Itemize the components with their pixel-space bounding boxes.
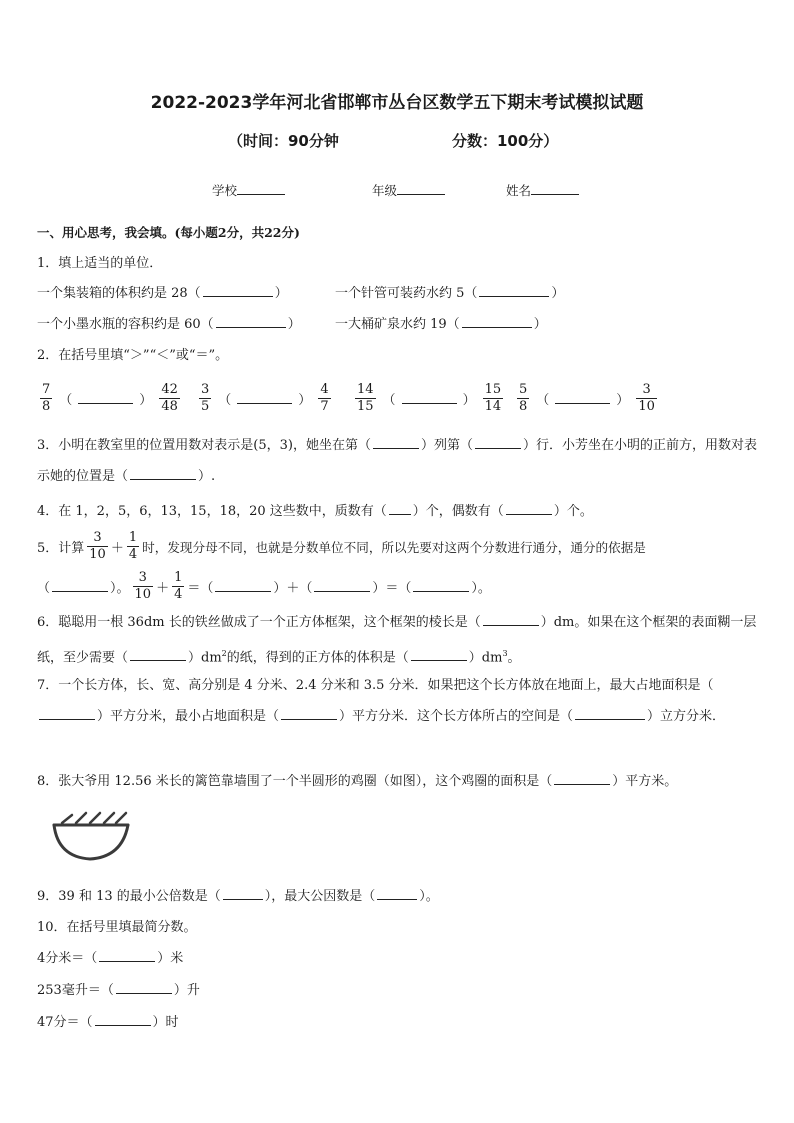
question-8: 8．张大爷用 12.56 米长的篱笆靠墙围了一个半圆形的鸡圈（如图），这个鸡圈的面积是（ ）平方米。 — [37, 774, 678, 789]
fraction: $\frac{5}{8}$ — [519, 381, 528, 414]
compare-blank-1[interactable] — [78, 392, 133, 404]
fraction: $\frac{42}{48}$ — [161, 381, 178, 414]
fraction: $\frac{3}{10}$ — [638, 381, 655, 414]
q4-blank-1[interactable] — [389, 503, 411, 515]
grade-label: 年级 — [372, 183, 398, 198]
q10-item-2: 253毫升＝（ ）升 — [37, 983, 200, 998]
school-label: 学校 — [212, 183, 238, 198]
grade-field[interactable] — [372, 181, 445, 199]
question-5-cont: （ ）。 $\frac{3}{10}$ ＋ $\frac{1}{4}$ ＝（ ）＋（ ）＝（ ）。 — [37, 569, 491, 602]
q8-blank-1[interactable] — [554, 773, 610, 785]
q1-heading: 1．填上适当的单位． — [37, 256, 163, 271]
q6-blank-1[interactable] — [483, 614, 539, 626]
section-heading: 一、用心思考，我会填。(每小题2分，共22分) — [37, 225, 300, 240]
compare-blank-4[interactable] — [555, 392, 610, 404]
compare-item-3: $\frac{14}{15}$ （ ） $\frac{15}{14}$ — [357, 381, 502, 414]
q1-blank-2[interactable] — [479, 285, 549, 297]
question-9: 9．39 和 13 的最小公倍数是（ ），最大公因数是（ ）。 — [37, 889, 439, 904]
q2-heading: 2．在括号里填“＞”“＜”或“＝”。 — [37, 348, 229, 363]
q1-item-2: 一个针管可装药水约 5（ ） — [335, 286, 565, 301]
fraction: $\frac{3}{10}$ — [134, 569, 152, 602]
page-title: 2022-2023学年河北省邯郸市丛台区数学五下期末考试模拟试题 — [150, 93, 644, 113]
compare-item-2: $\frac{3}{5}$ （ ） $\frac{4}{7}$ — [201, 381, 329, 414]
fraction: $\frac{14}{15}$ — [357, 381, 374, 414]
q1-blank-4[interactable] — [462, 316, 532, 328]
compare-blank-3[interactable] — [402, 392, 457, 404]
fraction: $\frac{7}{8}$ — [42, 381, 51, 414]
q10-item-1: 4分米＝（ ）米 — [37, 951, 184, 966]
q6-blank-2[interactable] — [130, 649, 186, 661]
fraction: $\frac{1}{4}$ — [174, 569, 183, 602]
q6-blank-3[interactable] — [411, 649, 467, 661]
q7-blank-3[interactable] — [575, 708, 645, 720]
exam-subtitle — [228, 130, 608, 151]
fraction: $\frac{1}{4}$ — [128, 529, 138, 562]
q3-blank-3[interactable] — [130, 468, 196, 480]
question-7: 7．一个长方体，长、宽、高分别是 4 分米、2.4 分米和 3.5 分米．如果把这个长方体放在地面上，最大占地面积是（）平方分米，最小占地面积是（ ）平方分米．这个长方体所占的空间是（ ）立方分米． — [37, 678, 726, 724]
compare-item-1: $\frac{7}{8}$ （ ） $\frac{42}{48}$ — [42, 381, 178, 414]
q10-blank-2[interactable] — [116, 982, 172, 994]
q1-item-3: 一个小墨水瓶的容积约是 60（ ） — [37, 317, 301, 332]
fraction: $\frac{4}{7}$ — [320, 381, 329, 414]
grade-blank[interactable] — [397, 182, 445, 195]
q5-blank-1[interactable] — [52, 580, 108, 592]
q3-blank-2[interactable] — [475, 437, 521, 449]
q10-item-3: 47分＝（ ）时 — [37, 1015, 179, 1030]
question-3: 3．小明在教室里的位置用数对表示是(5，3)，她坐在第（ ）列第（ ）行．小芳坐在小明的正前方，用数对表示她的位置是（ ）. — [37, 438, 757, 484]
semicircle-pen-figure — [48, 805, 134, 865]
q5-blank-3[interactable] — [314, 580, 370, 592]
compare-blank-2[interactable] — [237, 392, 292, 404]
q1-blank-1[interactable] — [203, 285, 273, 297]
q10-heading: 10．在括号里填最简分数。 — [37, 920, 197, 935]
q10-blank-3[interactable] — [95, 1014, 151, 1026]
q9-blank-2[interactable] — [377, 888, 417, 900]
time-label: （时间：90分钟 — [228, 132, 339, 150]
compare-item-4: $\frac{5}{8}$ （ ） $\frac{3}{10}$ — [519, 381, 655, 414]
name-field[interactable] — [506, 181, 579, 199]
q7-blank-1[interactable] — [39, 708, 95, 720]
question-4: 4．在 1，2，5，6，13，15，18，20 这些数中，质数有（ ）个，偶数有（ ）个。 — [37, 504, 593, 519]
question-5: 5．计算 $\frac{3}{10}$ ＋ $\frac{1}{4}$ 时，发现分母不同，也就是分数单位不同，所以先要对这两个分数进行通分，通分的依据是 — [37, 529, 646, 562]
name-blank[interactable] — [531, 182, 579, 195]
q5-blank-4[interactable] — [413, 580, 469, 592]
q7-blank-2[interactable] — [281, 708, 337, 720]
q9-blank-1[interactable] — [223, 888, 263, 900]
name-label: 姓名 — [506, 183, 532, 198]
q4-blank-2[interactable] — [506, 503, 552, 515]
fraction: $\frac{3}{10}$ — [89, 529, 106, 562]
q1-item-4: 一大桶矿泉水约 19（ ） — [335, 317, 547, 332]
question-6: 6．聪聪用一根 36dm 长的铁丝做成了一个正方体框架，这个框架的棱长是（ ）dm。如果在这个框架的表面糊一层纸，至少需要（ ）$dm^2$的纸，得到的正方体的体积是（ ）$dm^3$。 — [37, 615, 757, 666]
q1-item-1: 一个集装箱的体积约是 28（ ） — [37, 286, 288, 301]
school-field[interactable] — [212, 181, 285, 199]
q5-blank-2[interactable] — [215, 580, 271, 592]
fraction: $\frac{15}{14}$ — [484, 381, 502, 414]
q10-blank-1[interactable] — [99, 950, 155, 962]
school-blank[interactable] — [237, 182, 285, 195]
score-label: 分数：100分） — [452, 132, 559, 150]
q1-blank-3[interactable] — [216, 316, 286, 328]
fraction: $\frac{3}{5}$ — [201, 381, 210, 414]
q3-blank-1[interactable] — [373, 437, 419, 449]
